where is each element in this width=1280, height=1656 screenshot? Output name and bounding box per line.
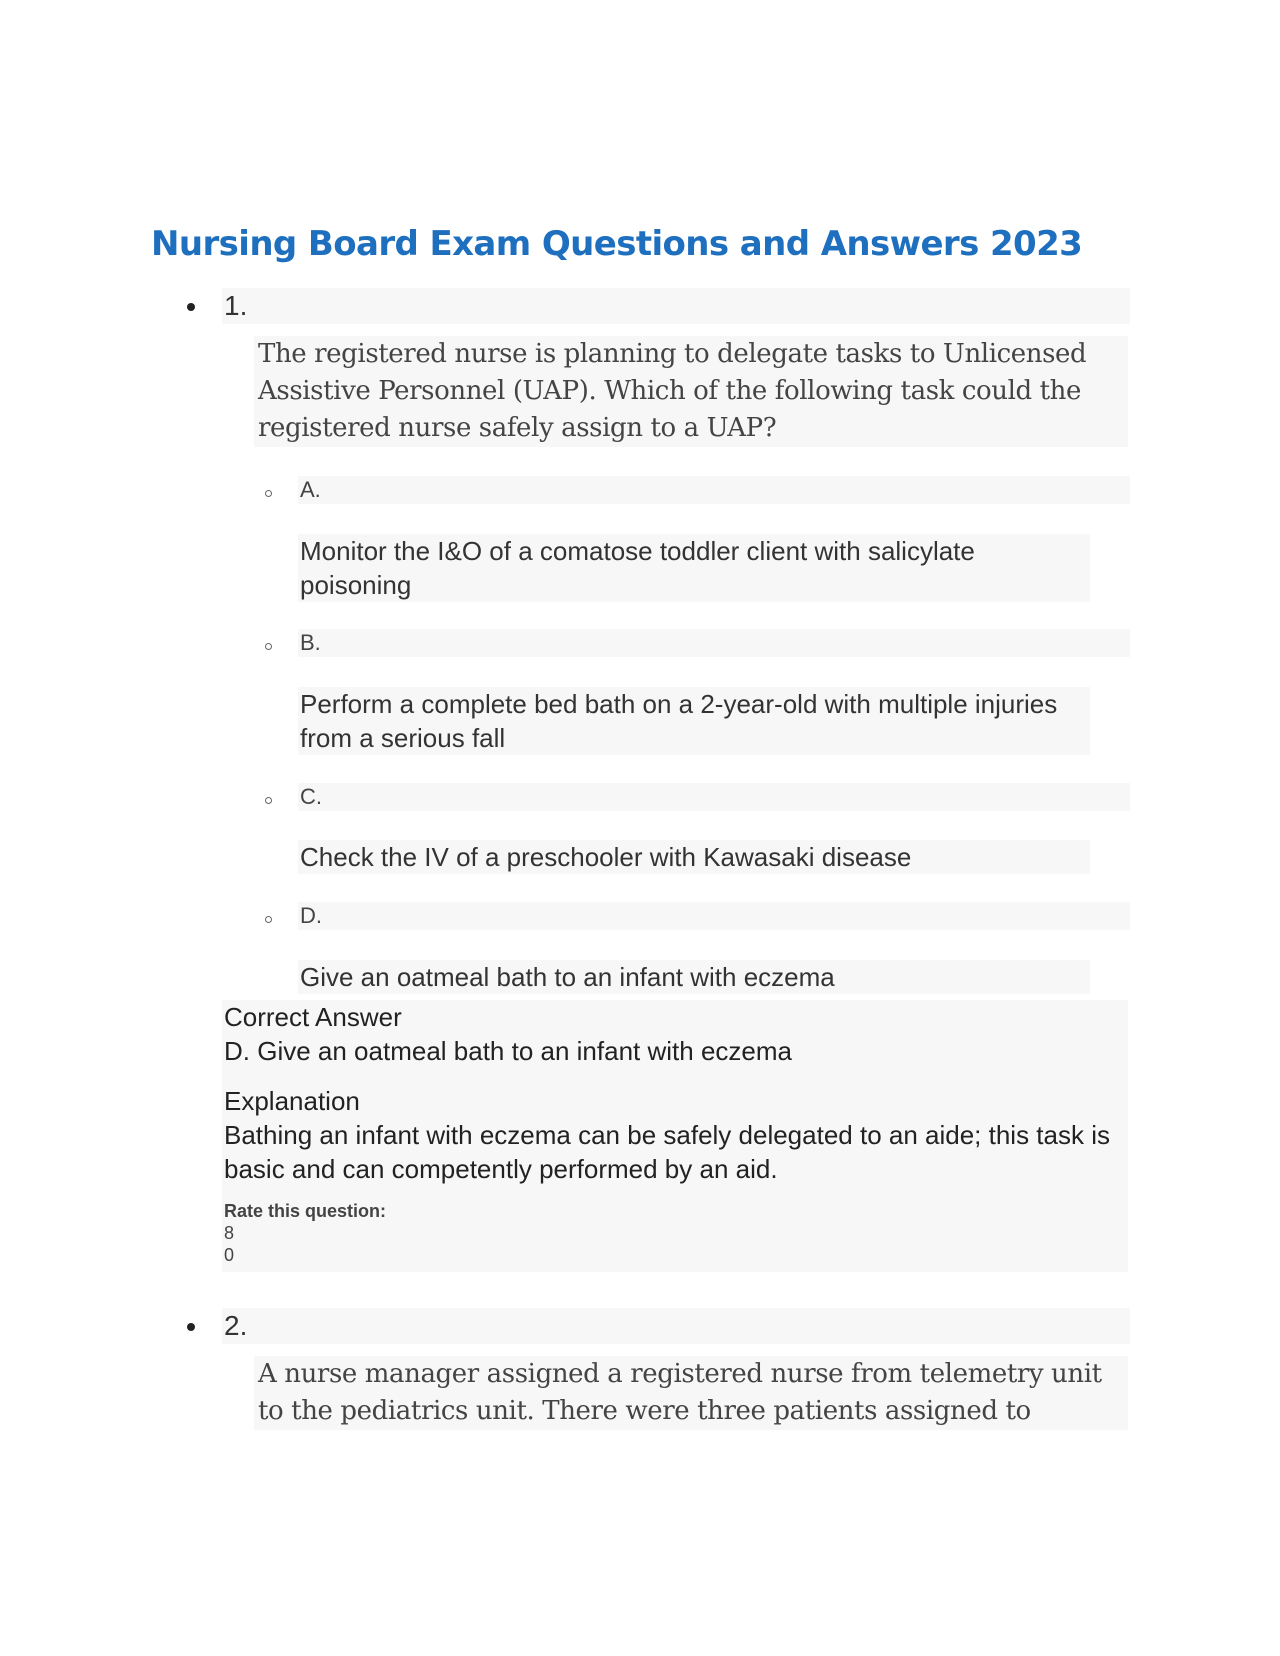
answer-panel bbox=[222, 1000, 1128, 1272]
rate-question-label: Rate this question: bbox=[224, 1201, 387, 1221]
option-radio-icon[interactable] bbox=[265, 643, 272, 650]
option-text-c[interactable]: Check the IV of a preschooler with Kawasaki disease bbox=[298, 840, 1090, 874]
option-text-d[interactable]: Give an oatmeal bath to an infant with eczema bbox=[298, 960, 1090, 994]
option-text-a[interactable]: Monitor the I&O of a comatose toddler client with salicylate poisoning bbox=[298, 534, 1090, 602]
option-letter-d[interactable]: D. bbox=[298, 902, 1130, 930]
option-radio-icon[interactable] bbox=[265, 490, 272, 497]
rate-up-count[interactable]: 8 bbox=[224, 1223, 235, 1243]
question-bullet bbox=[187, 1323, 195, 1331]
question-number: 1. bbox=[222, 288, 1130, 324]
option-radio-icon[interactable] bbox=[265, 916, 272, 923]
question-number: 2. bbox=[222, 1308, 1130, 1344]
question-text: A nurse manager assigned a registered nurse from telemetry unit to the pediatrics unit. There were three patients assigned to bbox=[254, 1356, 1128, 1430]
rate-down-count[interactable]: 0 bbox=[224, 1245, 235, 1265]
document-title: Nursing Board Exam Questions and Answers 2023 bbox=[151, 224, 1083, 264]
explanation-label: Explanation bbox=[224, 1086, 360, 1116]
question-bullet bbox=[187, 303, 195, 311]
option-text-b[interactable]: Perform a complete bed bath on a 2-year-old with multiple injuries from a serious fall bbox=[298, 687, 1090, 755]
option-radio-icon[interactable] bbox=[265, 797, 272, 804]
correct-answer-label: Correct Answer bbox=[224, 1002, 402, 1032]
correct-answer-text: D. Give an oatmeal bath to an infant with eczema bbox=[224, 1036, 792, 1066]
option-letter-b[interactable]: B. bbox=[298, 629, 1130, 657]
explanation-text: Bathing an infant with eczema can be safely delegated to an aide; this task is basic and can competently performed by an aid. bbox=[224, 1120, 1110, 1184]
option-letter-c[interactable]: C. bbox=[298, 783, 1130, 811]
option-letter-a[interactable]: A. bbox=[298, 476, 1130, 504]
question-text: The registered nurse is planning to delegate tasks to Unlicensed Assistive Personnel (UAP). Which of the following task could the registered nurse safely assign to a UAP? bbox=[254, 336, 1128, 447]
